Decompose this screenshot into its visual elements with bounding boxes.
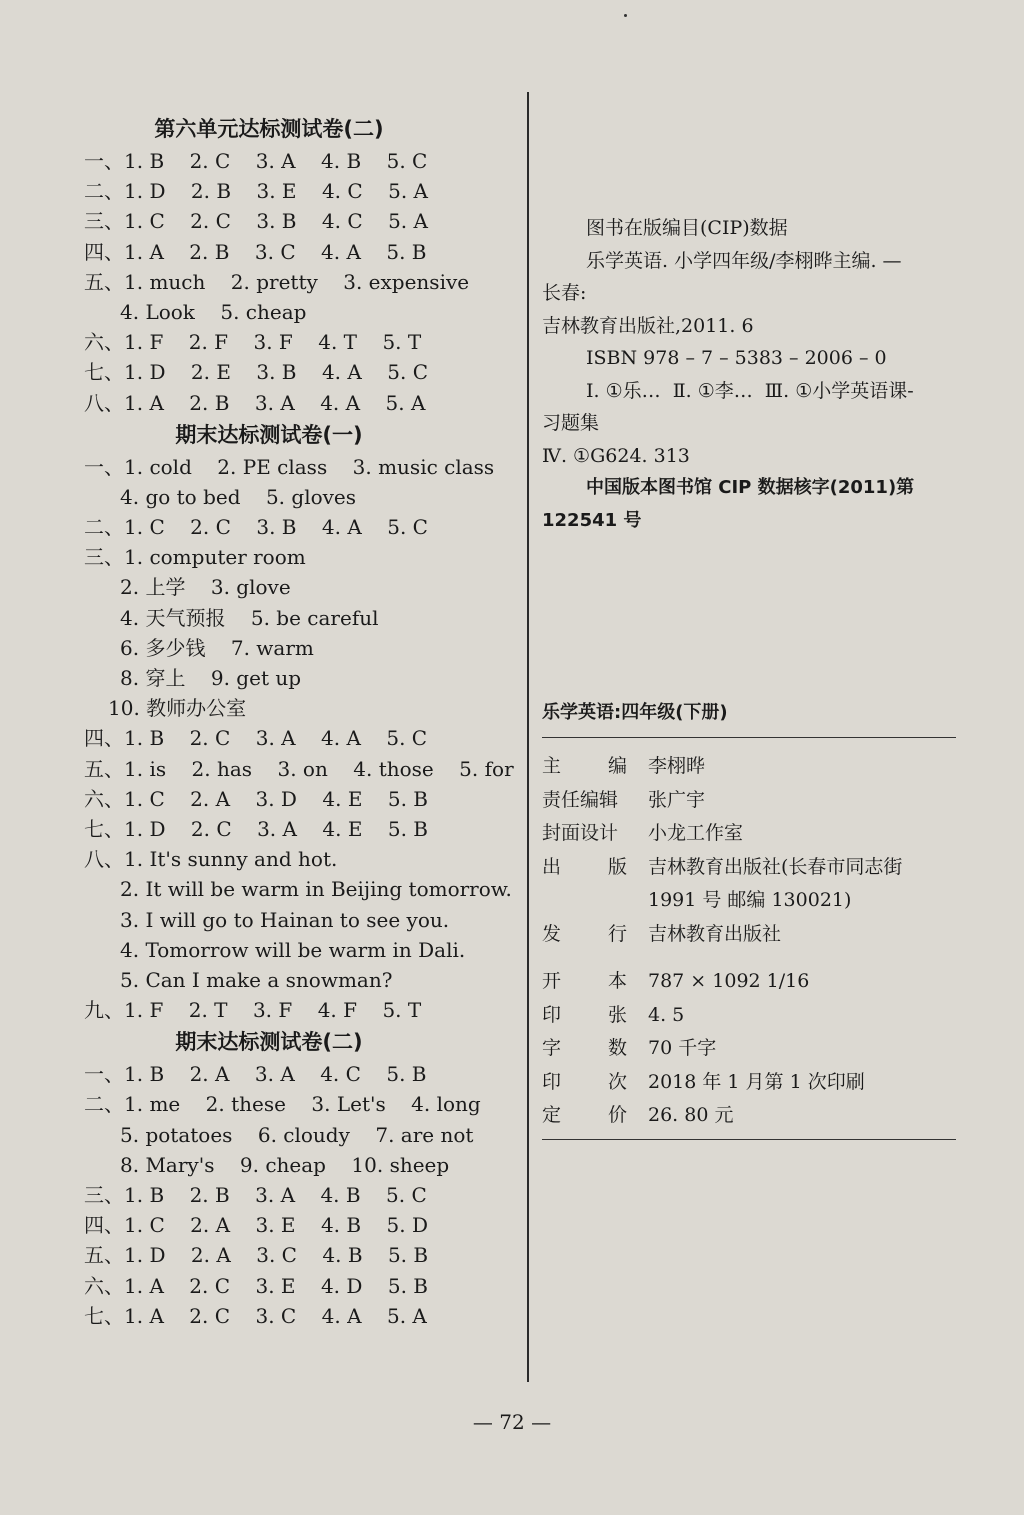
- answer-line: 五、1. D 2. A 3. C 4. B 5. B: [84, 1243, 429, 1268]
- info-value: 4. 5: [648, 1003, 685, 1026]
- info-row: [542, 851, 972, 885]
- answer-line: 5. Can I make a snowman?: [120, 967, 393, 992]
- info-row: [542, 1032, 972, 1066]
- answer-line: 七、1. A 2. C 3. C 4. A 5. A: [84, 1303, 427, 1328]
- info-row: [542, 1066, 972, 1100]
- info-label-part: 版: [608, 855, 628, 878]
- cip-line: 图书在版编目(CIP)数据: [586, 217, 788, 239]
- answer-line: 2. 上学 3. glove: [120, 575, 291, 600]
- answer-line: 5. potatoes 6. cloudy 7. are not: [120, 1122, 474, 1147]
- cip-line: 乐学英语. 小学四年级/李栩晔主编. —: [586, 249, 902, 272]
- cip-line: 中国版本图书馆 CIP 数据核字(2011)第: [586, 477, 915, 498]
- cip-block: [542, 212, 972, 537]
- answer-line: 4. go to bed 5. gloves: [120, 484, 357, 509]
- info-label-part: 定: [542, 1104, 562, 1126]
- info-value: 小龙工作室: [648, 822, 744, 844]
- answer-line: 6. 多少钱 7. warm: [120, 635, 314, 660]
- info-label-part: [608, 884, 648, 918]
- answer-line: 九、1. F 2. T 3. F 4. F 5. T: [84, 998, 422, 1023]
- info-label-part: 数: [608, 1037, 628, 1059]
- info-value: 26. 80 元: [648, 1104, 734, 1126]
- answer-line: 二、1. me 2. these 3. Let's 4. long: [84, 1092, 481, 1117]
- answer-line: 四、1. A 2. B 3. C 4. A 5. B: [84, 239, 427, 264]
- rule-bottom: [542, 1139, 956, 1140]
- info-value: 2018 年 1 月第 1 次印刷: [648, 1070, 865, 1093]
- cip-line: 习题集: [542, 412, 600, 434]
- info-value: 1991 号 邮编 130021): [648, 889, 852, 911]
- info-value: 吉林教育出版社: [648, 922, 782, 945]
- cip-line: Ⅰ. ①乐… Ⅱ. ①李… Ⅲ. ①小学英语课-: [586, 379, 914, 402]
- answer-line: 四、1. C 2. A 3. E 4. B 5. D: [84, 1213, 428, 1238]
- answer-line: 8. 穿上 9. get up: [120, 666, 302, 690]
- answer-line: 五、1. is 2. has 3. on 4. those 5. for: [84, 756, 514, 781]
- info-row: [542, 918, 972, 952]
- answer-line: 六、1. A 2. C 3. E 4. D 5. B: [84, 1273, 428, 1298]
- info-label-part: 印: [542, 1070, 562, 1093]
- info-row: [542, 965, 972, 999]
- info-label: 责任编辑: [542, 788, 619, 811]
- page-number: — 72 —: [472, 1410, 552, 1434]
- answer-line: 3. I will go to Hainan to see you.: [120, 907, 450, 932]
- answer-line: 4. 天气预报 5. be careful: [120, 605, 379, 630]
- answer-line: 三、1. B 2. B 3. A 4. B 5. C: [84, 1183, 427, 1207]
- info-label-part: 价: [608, 1104, 628, 1126]
- section-heading: 期末达标测试卷(二): [175, 1030, 363, 1055]
- answer-line: 三、1. computer room: [84, 545, 306, 570]
- cip-line: 吉林教育出版社,2011. 6: [542, 314, 754, 337]
- info-label-part: 张: [608, 1003, 628, 1026]
- section-heading: 第六单元达标测试卷(二): [154, 117, 384, 141]
- cip-line: 长春:: [542, 282, 587, 304]
- answer-line: 四、1. B 2. C 3. A 4. A 5. C: [84, 726, 428, 751]
- info-label-part: 行: [608, 922, 628, 945]
- copyright-column: [542, 212, 972, 1140]
- section-heading: 期末达标测试卷(一): [175, 422, 363, 447]
- cip-line: 122541 号: [542, 509, 642, 531]
- answer-line: 一、1. B 2. C 3. A 4. B 5. C: [84, 149, 428, 173]
- answer-line: 八、1. It's sunny and hot.: [84, 847, 338, 872]
- info-value: 李栩晔: [648, 755, 706, 777]
- answer-line: 一、1. cold 2. PE class 3. music class: [84, 454, 495, 479]
- info-label: 封面设计: [542, 822, 619, 844]
- answer-line: 一、1. B 2. A 3. A 4. C 5. B: [84, 1062, 427, 1087]
- info-row: [542, 750, 972, 784]
- info-value: 吉林教育出版社(长春市同志街: [648, 855, 903, 878]
- answer-line: 二、1. C 2. C 3. B 4. A 5. C: [84, 515, 428, 540]
- answer-line: 4. Look 5. cheap: [120, 299, 307, 324]
- info-row: [542, 999, 972, 1033]
- info-value: 70 千字: [648, 1037, 717, 1059]
- column-divider: [527, 92, 529, 1382]
- answer-line: 七、1. D 2. C 3. A 4. E 5. B: [84, 816, 428, 841]
- answer-key-column: [84, 112, 514, 1331]
- info-row: [542, 784, 972, 818]
- answer-line: 4. Tomorrow will be warm in Dali.: [120, 937, 466, 962]
- info-label-part: 次: [608, 1070, 628, 1093]
- answer-line: 八、1. A 2. B 3. A 4. A 5. A: [84, 390, 426, 415]
- book-title: 乐学英语:四年级(下册): [542, 702, 728, 723]
- publication-info: [542, 750, 972, 1133]
- info-row: [542, 817, 972, 851]
- speck-mark: [624, 14, 627, 17]
- cip-line: ISBN 978 – 7 – 5383 – 2006 – 0: [586, 347, 887, 369]
- rule-top: [542, 737, 956, 738]
- info-label-part: 发: [542, 922, 562, 945]
- answer-line: 二、1. D 2. B 3. E 4. C 5. A: [84, 179, 428, 204]
- info-label-part: 出: [542, 855, 562, 878]
- info-label-part: [542, 884, 608, 918]
- answer-line: 2. It will be warm in Beijing tomorrow.: [120, 877, 512, 902]
- answer-line: 8. Mary's 9. cheap 10. sheep: [120, 1152, 450, 1177]
- answer-line: 五、1. much 2. pretty 3. expensive: [84, 269, 470, 294]
- answer-line: 六、1. C 2. A 3. D 4. E 5. B: [84, 786, 428, 811]
- cip-line: Ⅳ. ①G624. 313: [542, 444, 690, 467]
- info-value: 787 × 1092 1/16: [648, 970, 810, 992]
- info-label-part: 字: [542, 1037, 562, 1059]
- info-label-part: 本: [608, 970, 628, 992]
- info-value: 张广宇: [648, 788, 706, 811]
- info-spacer: [542, 951, 972, 965]
- info-row: [542, 884, 972, 918]
- answer-line: 七、1. D 2. E 3. B 4. A 5. C: [84, 360, 428, 385]
- info-label-part: 编: [608, 755, 628, 777]
- info-label-part: 主: [542, 755, 562, 777]
- info-label-part: 印: [542, 1003, 562, 1026]
- answer-line: 六、1. F 2. F 3. F 4. T 5. T: [84, 330, 422, 355]
- info-row: [542, 1099, 972, 1133]
- answer-line: 10. 教师办公室: [108, 696, 247, 721]
- answer-line: 三、1. C 2. C 3. B 4. C 5. A: [84, 209, 428, 234]
- info-label-part: 开: [542, 970, 562, 992]
